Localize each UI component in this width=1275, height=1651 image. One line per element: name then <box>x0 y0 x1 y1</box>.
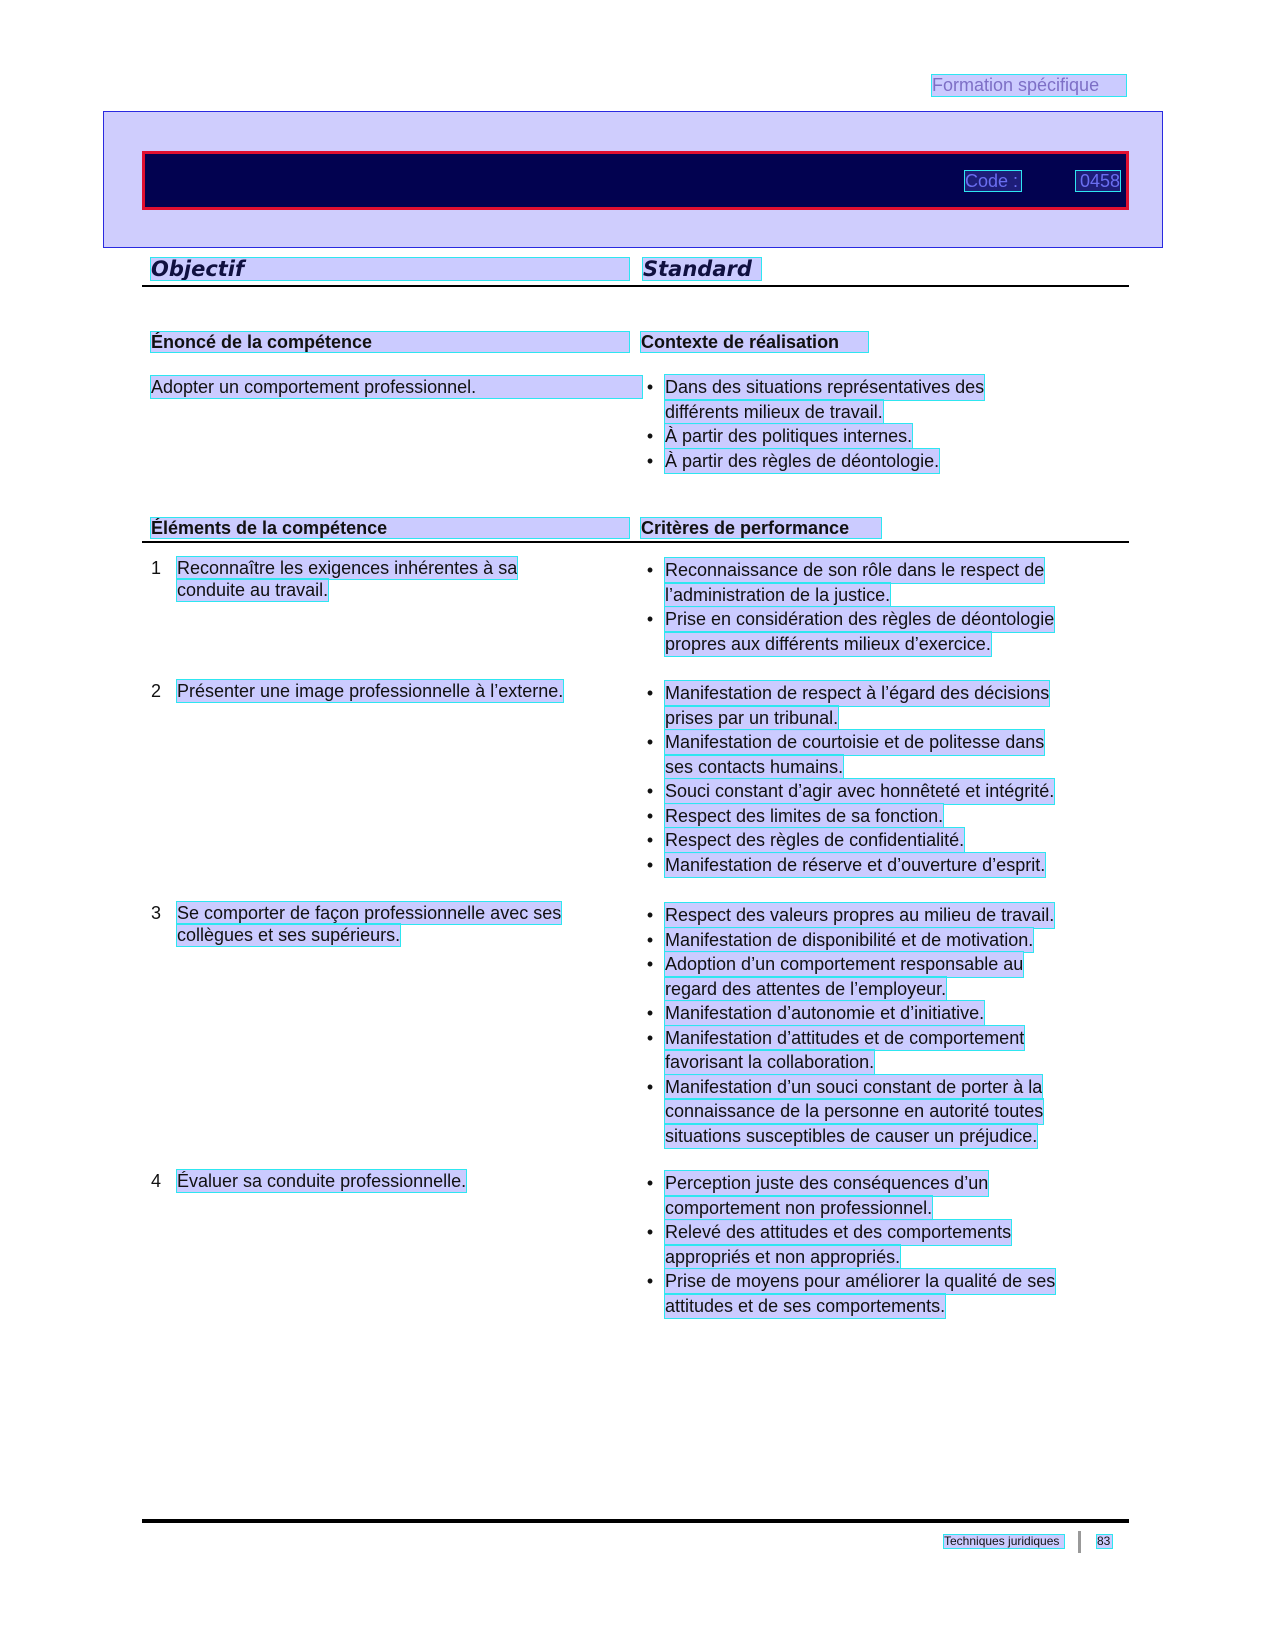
criterion-text: Dans des situations représentatives des <box>665 375 984 400</box>
element-text <box>177 680 563 702</box>
contexte-list <box>641 375 1116 473</box>
criterion-text: comportement non professionnel. <box>665 1196 932 1221</box>
criteria-list <box>641 558 1116 656</box>
criterion-text: Manifestation de courtoisie et de politesse dans <box>665 730 1044 755</box>
criterion-text: À partir des politiques internes. <box>665 424 912 449</box>
criterion-text: propres aux différents milieux d’exercice. <box>665 632 991 657</box>
criterion-text: regard des attentes de l’employeur. <box>665 977 946 1002</box>
criterion-text: Reconnaissance de son rôle dans le respect de <box>665 558 1044 583</box>
criterion-text: Perception juste des conséquences d’un <box>665 1171 988 1196</box>
bullet-icon: • <box>646 954 654 974</box>
criterion-item <box>641 779 1116 804</box>
section-rule <box>142 285 1129 287</box>
criterion-item <box>641 928 1116 953</box>
document-category-label: Formation spécifique <box>932 75 1126 96</box>
footer-separator <box>1078 1531 1081 1553</box>
criterion-item <box>641 853 1116 878</box>
criterion-text: Adoption d’un comportement responsable au <box>665 952 1023 977</box>
criterion-text: Manifestation d’autonomie et d’initiative. <box>665 1001 984 1026</box>
bullet-icon: • <box>646 732 654 752</box>
criterion-item <box>641 1171 1116 1220</box>
criterion-text: Manifestation d’attitudes et de comportement <box>665 1026 1024 1051</box>
criteres-heading: Critères de performance <box>641 518 881 538</box>
footer-program: Techniques juridiques <box>944 1535 1064 1548</box>
bullet-icon: • <box>646 1222 654 1242</box>
bullet-icon: • <box>646 929 654 950</box>
element-number: 2 <box>151 681 162 701</box>
criterion-text: situations susceptibles de causer un préjudice. <box>665 1124 1037 1149</box>
section-title-objectif: Objectif <box>151 258 629 280</box>
criterion-text: Manifestation de réserve et d’ouverture d’esprit. <box>665 853 1045 878</box>
criterion-item <box>641 1269 1116 1318</box>
criterion-text: À partir des règles de déontologie. <box>665 449 939 474</box>
criterion-text: Prise en considération des règles de déontologie <box>665 607 1054 632</box>
enonce-heading: Énoncé de la compétence <box>151 332 629 352</box>
element-text-line: Présenter une image professionnelle à l’externe. <box>177 681 564 701</box>
element-number: 3 <box>151 903 162 923</box>
bullet-icon: • <box>646 683 654 703</box>
criteria-list <box>641 903 1116 1148</box>
criterion-text: Souci constant d’agir avec honnêteté et intégrité. <box>665 779 1054 804</box>
criterion-text: connaissance de la personne en autorité toutes <box>665 1099 1043 1124</box>
elements-heading: Éléments de la compétence <box>151 518 629 538</box>
criterion-text: appropriés et non appropriés. <box>665 1245 900 1270</box>
criterion-text: prises par un tribunal. <box>665 706 838 731</box>
footer-rule <box>142 1519 1129 1523</box>
section-title-standard: Standard <box>643 258 761 280</box>
criterion-text: Manifestation de respect à l’égard des décisions <box>665 681 1049 706</box>
criterion-item <box>641 903 1116 928</box>
element-text-line: Évaluer sa conduite professionnelle. <box>177 1171 467 1191</box>
element-text-line: conduite au travail. <box>177 580 329 600</box>
element-text <box>177 902 561 946</box>
element-text-line: collègues et ses supérieurs. <box>177 925 401 945</box>
bullet-icon: • <box>646 1271 654 1291</box>
bullet-icon: • <box>646 905 654 925</box>
criterion-item <box>641 558 1116 607</box>
bullet-icon: • <box>646 805 654 826</box>
element-text-line: Reconnaître les exigences inhérentes à sa <box>177 558 518 578</box>
criterion-text: différents milieux de travail. <box>665 400 883 425</box>
element-text-line: Se comporter de façon professionnelle avec ses <box>177 903 562 923</box>
criterion-item <box>641 828 1116 853</box>
criterion-text: Manifestation d’un souci constant de porter à la <box>665 1075 1042 1100</box>
bullet-icon: • <box>646 426 654 446</box>
bullet-icon: • <box>646 781 654 801</box>
contexte-heading: Contexte de réalisation <box>641 332 868 352</box>
bullet-icon: • <box>646 830 654 850</box>
bullet-icon: • <box>646 609 654 629</box>
criterion-item <box>641 1026 1116 1075</box>
criterion-item <box>641 607 1116 656</box>
bullet-icon: • <box>646 377 654 397</box>
bullet-icon: • <box>646 854 654 875</box>
element-text <box>177 1170 466 1192</box>
criteria-list <box>641 681 1116 877</box>
bullet-icon: • <box>646 1003 654 1023</box>
criteria-list <box>641 1171 1116 1318</box>
page-number: 83 <box>1097 1534 1111 1548</box>
element-number: 4 <box>151 1171 162 1191</box>
criterion-text: Respect des règles de confidentialité. <box>665 828 964 853</box>
bullet-icon: • <box>646 450 654 471</box>
bullet-icon: • <box>646 1173 654 1193</box>
code-label: Code : <box>965 171 1021 191</box>
criterion-item <box>641 424 1116 449</box>
criterion-text: l’administration de la justice. <box>665 583 890 608</box>
criterion-text: attitudes et de ses comportements. <box>665 1294 945 1319</box>
element-text <box>177 557 517 601</box>
enonce-text: Adopter un comportement professionnel. <box>151 376 642 398</box>
criterion-item <box>641 804 1116 829</box>
criterion-text: Respect des valeurs propres au milieu de travail. <box>665 903 1054 928</box>
criterion-item <box>641 449 1116 474</box>
criterion-item <box>641 730 1116 779</box>
criterion-item <box>641 1001 1116 1026</box>
element-number: 1 <box>151 558 162 578</box>
criterion-text: Prise de moyens pour améliorer la qualité de ses <box>665 1269 1055 1294</box>
bullet-icon: • <box>646 560 654 580</box>
criterion-item <box>641 375 1116 424</box>
criterion-item <box>641 681 1116 730</box>
criterion-text: favorisant la collaboration. <box>665 1050 874 1075</box>
criterion-text: ses contacts humains. <box>665 755 843 780</box>
bullet-icon: • <box>646 1027 654 1048</box>
criterion-item <box>641 1075 1116 1149</box>
criterion-text: Respect des limites de sa fonction. <box>665 804 943 829</box>
criterion-item <box>641 1220 1116 1269</box>
criterion-text: Manifestation de disponibilité et de motivation. <box>665 928 1033 953</box>
criterion-text: Relevé des attitudes et des comportements <box>665 1220 1011 1245</box>
bullet-icon: • <box>646 1076 654 1097</box>
elements-rule <box>142 541 1129 543</box>
code-value: 0458 <box>1076 171 1120 191</box>
criterion-item <box>641 952 1116 1001</box>
